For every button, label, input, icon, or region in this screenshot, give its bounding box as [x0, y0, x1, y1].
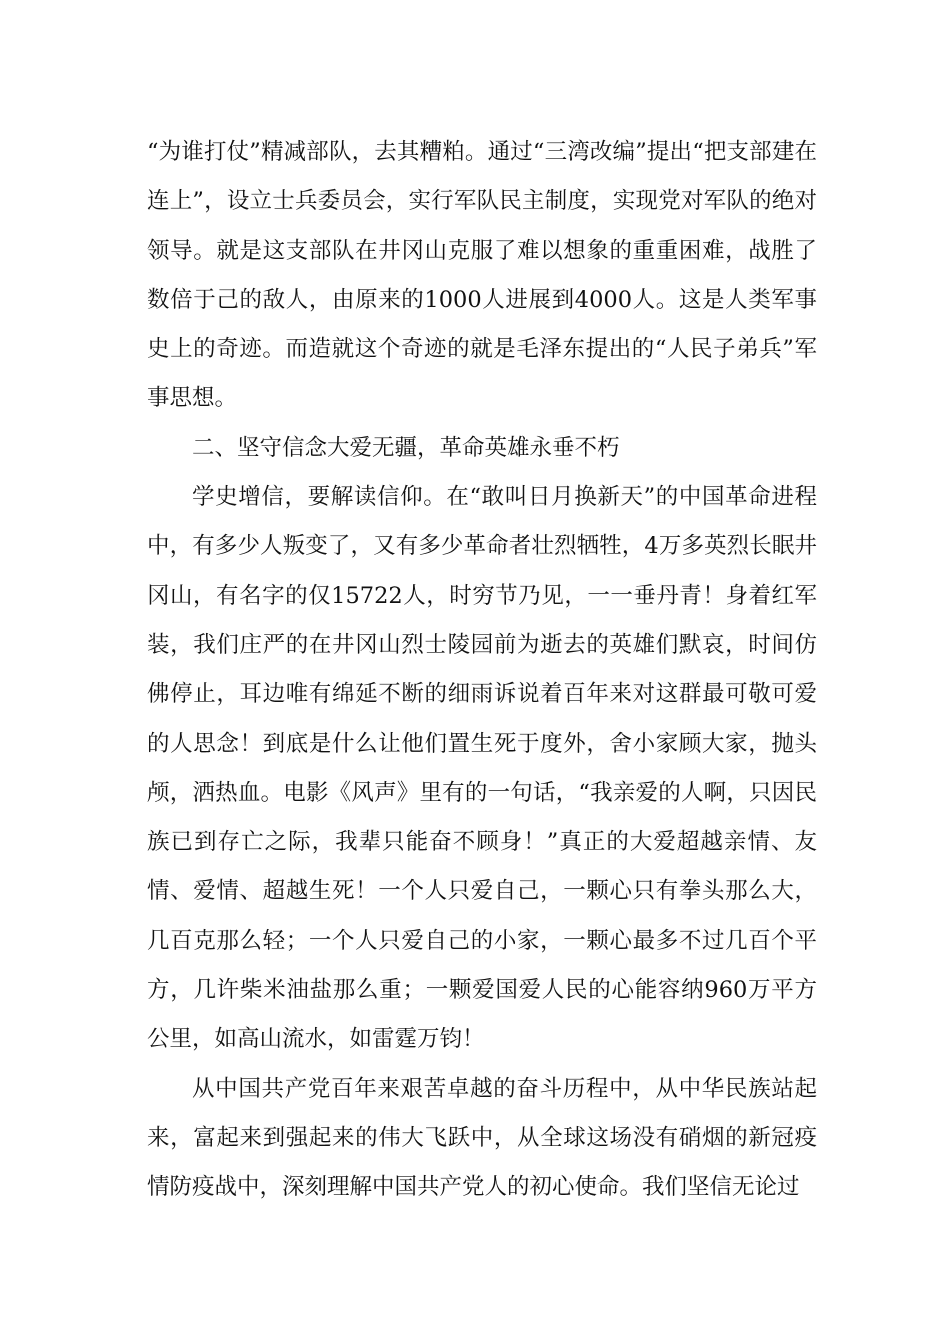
section-heading: 二、坚守信念大爱无疆，革命英雄永垂不朽: [192, 434, 620, 461]
paragraph-mission: 从中国共产党百年来艰苦卓越的奋斗历程中，从中华民族站起来，富起来到强起来的伟大飞跃中，从全球这场没有硝烟的新冠疫情防疫战中，深刻理解中国共产党人的初心使命。我们坚信无论过: [147, 1075, 817, 1201]
document-body: [147, 128, 817, 1213]
paragraph-continued: “为谁打仗”精减部队，去其糟粕。通过“三湾改编”提出“把支部建在连上”，设立士兵委员会，实行军队民主制度，实现党对军队的绝对领导。就是这支部队在井冈山克服了难以想象的重重困难，战胜了数倍于己的敌人，由原来的1000人进展到4000人。这是人类军事史上的奇迹。而造就这个奇迹的就是毛泽东提出的“人民子弟兵”军事思想。: [147, 139, 817, 412]
paragraph-belief: 学史增信，要解读信仰。在“敢叫日月换新天”的中国革命进程中，有多少人叛变了，又有多少革命者壮烈牺牲，4万多英烈长眠井冈山，有名字的仅15722人，时穷节乃见，一一垂丹青！身着红军装，我们庄严的在井冈山烈士陵园前为逝去的英雄们默哀，时间仿佛停止，耳边唯有绵延不断的细雨诉说着百年来对这群最可敬可爱的人思念！到底是什么让他们置生死于度外，舍小家顾大家，抛头颅，洒热血。电影《风声》里有的一句话，“我亲爱的人啊，只因民族已到存亡之际，我辈只能奋不顾身！”真正的大爱超越亲情、友情、爱情、超越生死！一个人只爱自己，一颗心只有拳头那么大，几百克那么轻；一个人只爱自己的小家，一颗心最多不过几百个平方，几许柴米油盐那么重；一颗爱国爱人民的心能容纳960万平方公里，如高山流水，如雷霆万钧！: [147, 484, 817, 1053]
